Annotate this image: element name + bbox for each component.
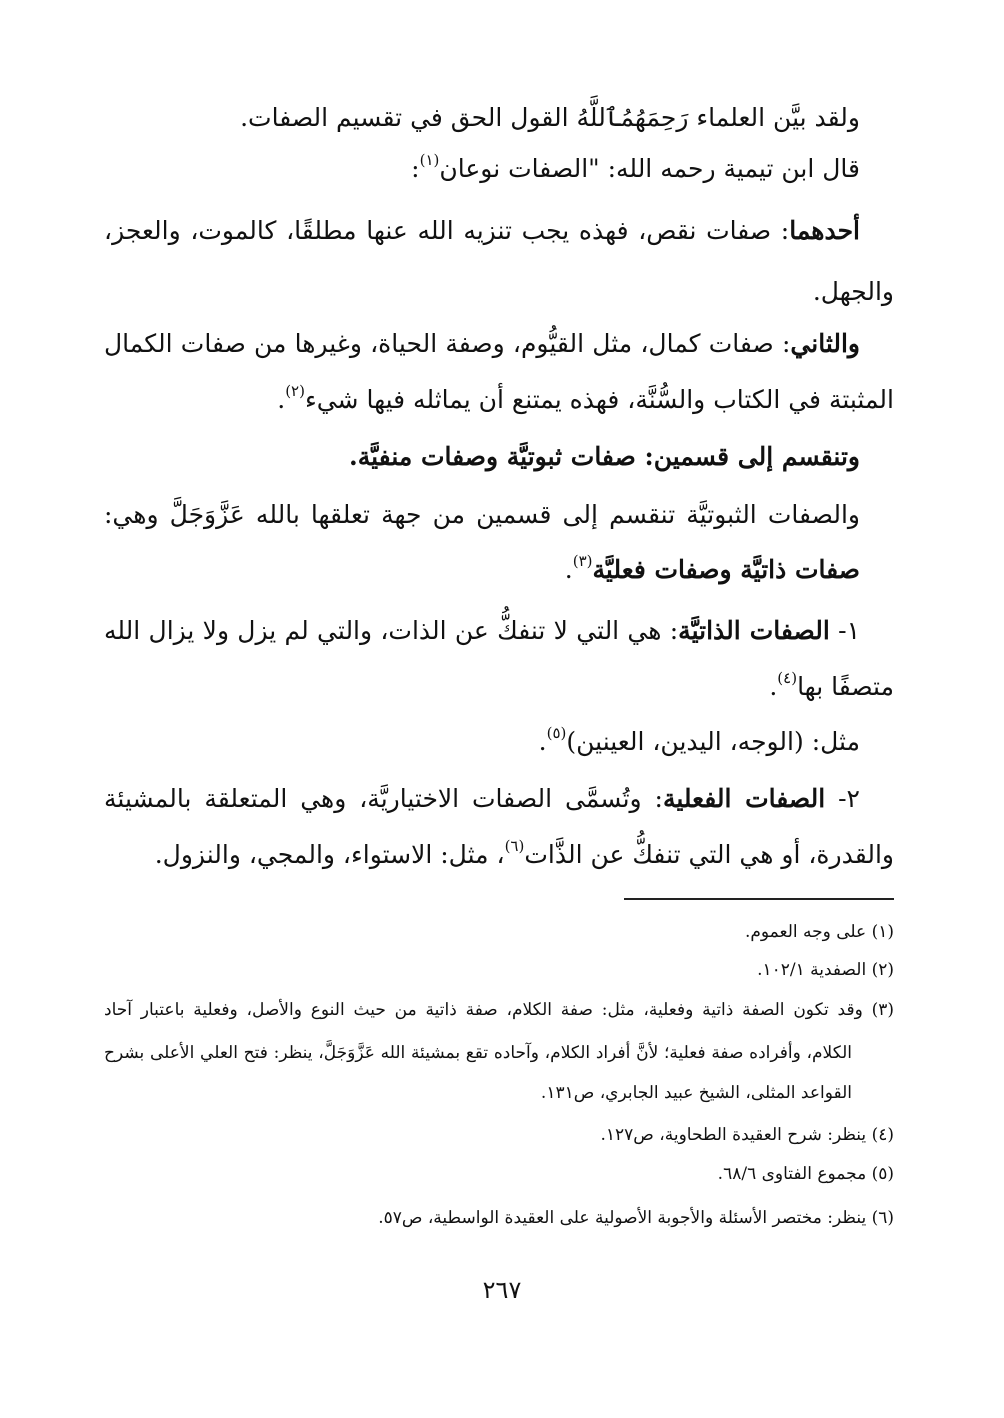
footnote-5: (٥) مجموع الفتاوى ٦٨/٦.	[717, 1164, 894, 1184]
paragraph-text: والقدرة، أو هي التي تنفكُّ عن الذَّات	[524, 840, 894, 869]
footnote-4: (٤) ينظر: شرح العقيدة الطحاوية، ص١٢٧.	[600, 1125, 894, 1145]
paragraph-text: المثبتة في الكتاب والسُّنَّة، فهذه يمتنع أن يماثله فيها شيء	[304, 385, 894, 414]
paragraph-text: والصفات الثبوتيَّة تنقسم إلى قسمين من جهة تعلقها بالله عَزَّوَجَلَّ وهي:	[104, 500, 860, 529]
footnote-3-line3: القواعد المثلى، الشيخ عبيد الجابري، ص١٣١.	[540, 1083, 852, 1103]
label-first: أحدهما	[789, 216, 860, 245]
label-essential: الصفات الذاتيَّة	[678, 616, 830, 645]
label-division: وتنقسم إلى قسمين	[653, 442, 860, 471]
punctuation: .	[538, 727, 547, 756]
footnote-6: (٦) ينظر: مختصر الأسئلة والأجوبة الأصولية على العقيدة الواسطية، ص٥٧.	[378, 1208, 894, 1228]
paragraph-division	[104, 440, 894, 474]
paragraph-first-type-line2	[104, 275, 894, 309]
paragraph-text: : وتُسمَّى الصفات الاختياريَّة، وهي المتعلقة بالمشيئة	[104, 784, 663, 813]
subheading: صفات ذاتيَّة وصفات فعليَّة	[592, 555, 860, 584]
punctuation: .	[769, 672, 778, 701]
paragraph-second-type-line1	[104, 327, 894, 361]
paragraph-active-line2	[104, 838, 894, 872]
paragraph-text: قال ابن تيمية رحمه الله: "الصفات نوعان	[439, 154, 860, 183]
item-number: ١-	[829, 616, 860, 645]
label-second: والثاني	[790, 329, 860, 358]
paragraph-essential-line1	[104, 614, 894, 648]
footnote-ref-4[interactable]: (٤)	[777, 669, 798, 687]
footnote-1: (١) على وجه العموم.	[744, 922, 894, 942]
paragraph-text: : صفات نقص، فهذه يجب تنزيه الله عنها مطلقًا، كالموت، والعجز،	[104, 216, 790, 245]
paragraph-text: ، مثل: الاستواء، والمجي، والنزول.	[154, 840, 505, 869]
paragraph-first-type-line1	[104, 214, 894, 248]
footnote-3-line1: (٣) وقد تكون الصفة ذاتية وفعلية، مثل: صفة الكلام، صفة ذاتية من حيث النوع والأصل، وفعلية باعتبار آحاد	[104, 1000, 894, 1020]
footnote-3-line2: الكلام، وأفراده صفة فعلية؛ لأنَّ أفراد الكلام، وآحاده تقع بمشيئة الله عَزَّوَجَلَّ، ينظر: فتح العلي الأعلى بشرح	[104, 1043, 852, 1063]
paragraph-text: مثل: (الوجه، اليدين، العينين)	[566, 727, 860, 756]
paragraph-essential-active	[104, 553, 894, 587]
punctuation: .	[564, 555, 573, 584]
paragraph-positive-attributes	[104, 498, 894, 532]
paragraph-examples	[104, 725, 894, 759]
footnote-ref-3[interactable]: (٣)	[572, 552, 593, 570]
paragraph-active-line1	[104, 782, 894, 816]
paragraph-scholars	[104, 101, 894, 135]
paragraph-text: : صفات كمال، مثل القيُّوم، وصفة الحياة، وغيرها من صفات الكمال	[104, 329, 791, 358]
item-number: ٢-	[825, 784, 860, 813]
punctuation: .	[277, 385, 286, 414]
paragraph-text: : هي التي لا تنفكُّ عن الذات، والتي لم يزل ولا يزال الله	[104, 616, 679, 645]
paragraph-ibn-taymiyya	[104, 152, 894, 186]
page-number: ٢٦٧	[482, 1276, 522, 1304]
paragraph-essential-line2	[104, 670, 894, 704]
footnote-2: (٢) الصفدية ١٠٢/١.	[757, 960, 894, 980]
footnote-ref-2[interactable]: (٢)	[285, 382, 305, 400]
division-heading: : صفات ثبوتيَّة وصفات منفيَّة.	[349, 442, 654, 471]
punctuation: :	[411, 154, 420, 183]
footnote-ref-6[interactable]: (٦)	[504, 837, 525, 855]
footnote-separator	[624, 898, 894, 900]
paragraph-second-type-line2	[104, 383, 894, 417]
label-active: الصفات الفعلية	[662, 784, 826, 813]
footnote-ref-5[interactable]: (٥)	[546, 724, 567, 742]
paragraph-text: والجهل.	[812, 277, 894, 306]
paragraph-text: متصفًا بها	[797, 672, 894, 701]
footnote-ref-1[interactable]: (١)	[419, 151, 440, 169]
paragraph-text: ولقد بيَّن العلماء رَحِمَهُمُٱللَّهُ القول الحق في تقسيم الصفات.	[240, 103, 860, 132]
